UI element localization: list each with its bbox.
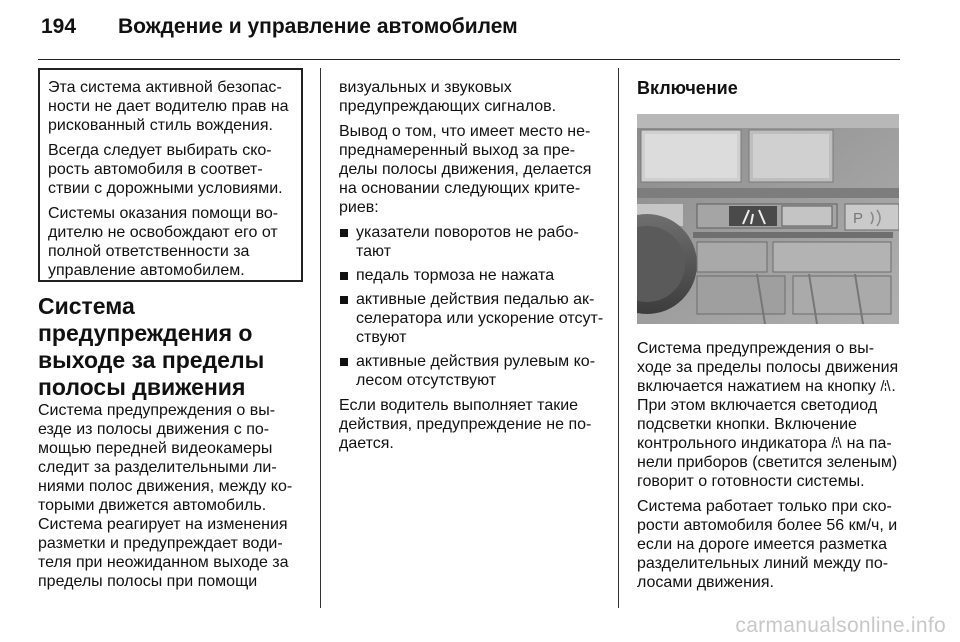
vertical-divider-2 [618,68,619,608]
watermark: carmanualsonline.info [735,614,946,637]
page-number: 194 [41,15,77,38]
criteria-intro: Вывод о том, что имеет место непреднамеренный выход за пределы полосы движения, делается на основании следующих критериев: [339,123,592,216]
section-title: Система предупреждения о выходе за пределы полосы движения [38,293,265,400]
activation-title: Включение [637,78,738,98]
list-item: активные действия рулевым колесом отсутствуют [339,352,607,390]
bullet-icon [340,272,348,280]
list-item: активные действия педалью акселератора или ускорение отсутствуют [339,290,607,347]
dashboard-photo [637,114,899,324]
list-item: указатели поворотов не работают [339,223,607,261]
photo-button-label: P [853,210,864,227]
activation-paragraph-2: Система работает только при скорости автомобиля более 56 км/ч, и если на дороге имеется разметка разделительных линий между полосами движения. [637,498,898,591]
bullet-icon [340,229,348,237]
warning-paragraph-1: Эта система активной безопасности не дает водителю прав на рискованный стиль вождения. [48,79,289,134]
criteria-list [339,223,607,390]
activation-paragraph-1: Система предупреждения о выходе за пределы полосы движения включается нажатием на кнопку . При этом включается светодиод подсветки кнопки. Включение контрольного индикатора на панели приборов (светится зеленым) говорит о готовности системы. [637,340,899,490]
section-intro-continued: визуальных и звуковых предупреждающих сигналов. [339,79,557,115]
header-rule [38,59,900,60]
bullet-icon [340,296,348,304]
activation-text [637,339,902,592]
warning-paragraph-2: Всегда следует выбирать скорость автомобиля в соответствии с дорожными условиями. [48,142,283,197]
vertical-divider-1 [320,68,321,608]
lane-assist-indicator-icon [831,436,842,449]
lane-assist-button-icon [880,379,891,392]
column-middle [339,78,607,453]
list-item: педаль тормоза не нажата [339,266,607,285]
page-title: Вождение и управление автомобилем [118,15,518,38]
warning-paragraph-3: Системы оказания помощи водителю не освобождают его от полной ответственности за управление автомобилем. [48,205,279,279]
column-right [637,78,902,592]
bullet-icon [340,358,348,366]
criteria-conclusion: Если водитель выполняет такие действия, предупреждение не подается. [339,397,592,452]
section-intro: Система предупреждения о выезде из полосы движения с помощью передней видеокамеры следит за разделительными линиями полос движения, между которыми движется автомобиль. Система реагирует на изменения разметки и предупреждает водителя при неожиданном выходе за пределы полосы при помощи [38,402,293,590]
column-left [38,68,303,608]
warning-box [38,68,303,282]
